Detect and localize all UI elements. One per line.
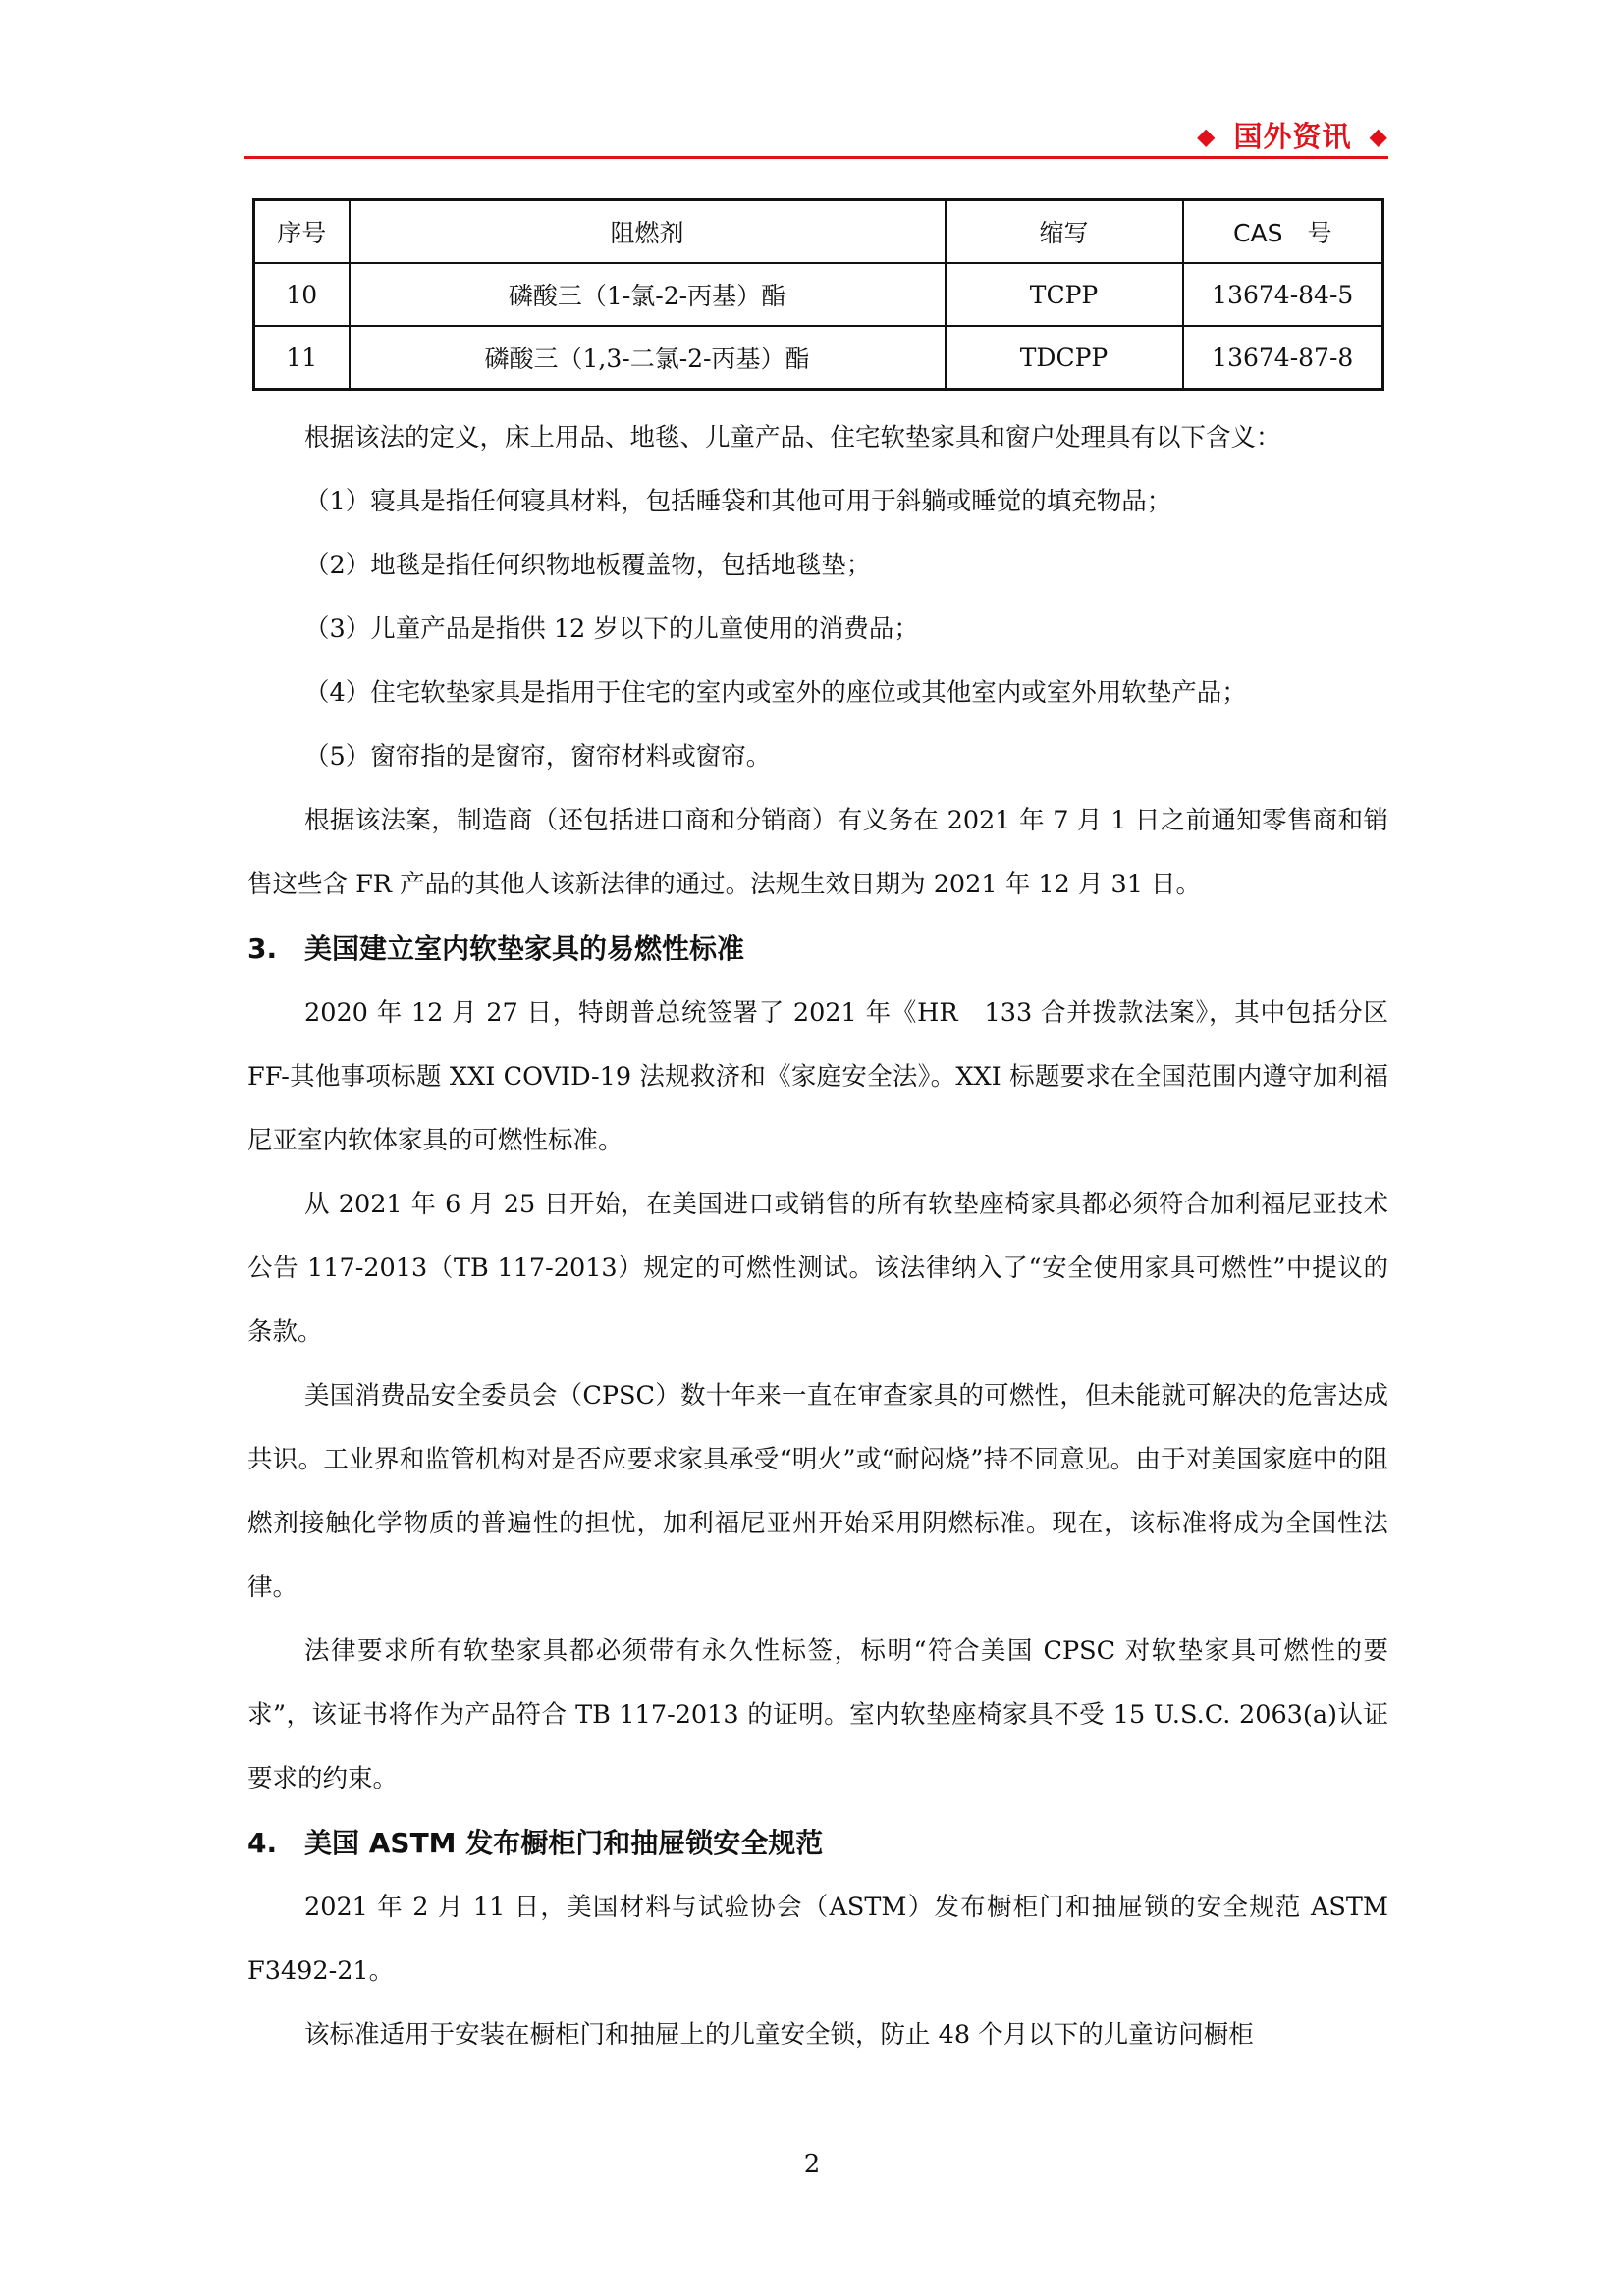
column-header: CAS 号 bbox=[1183, 200, 1383, 264]
column-header: 序号 bbox=[254, 200, 350, 264]
definition-item: （2）地毯是指任何织物地板覆盖物，包括地毯垫； bbox=[304, 551, 872, 580]
table-header-row bbox=[254, 200, 1383, 264]
page-header bbox=[244, 113, 1388, 158]
paragraph: 2020 年 12 月 27 日，特朗普总统签署了 2021 年《HR 133 合并拨款法案》，其中包括分区 FF-其他事项标题 XXI COVID-19 法规救济和《家庭安全法》。XXI 标题要求在全国范围内遵守加利福尼亚室内软体家具的可燃性标准。 bbox=[247, 998, 1388, 1155]
table-cell: TCPP bbox=[946, 263, 1183, 326]
definition-item: （3）儿童产品是指供 12 岁以下的儿童使用的消费品； bbox=[304, 614, 919, 644]
definition-item: （4）住宅软垫家具是指用于住宅的室内或室外的座位或其他室内或室外用软垫产品； bbox=[304, 678, 1247, 708]
section-label-text: 国外资讯 bbox=[1233, 120, 1352, 153]
section-number: 4. bbox=[247, 1827, 278, 1859]
table-cell: 磷酸三（1-氯-2-丙基）酯 bbox=[350, 263, 946, 326]
section-heading bbox=[247, 917, 1388, 982]
diamond-icon: ◆ bbox=[1197, 123, 1217, 150]
paragraph: 法律要求所有软垫家具都必须带有永久性标签，标明“符合美国 CPSC 对软垫家具可燃性的要求”，该证书将作为产品符合 TB 117-2013 的证明。室内软垫座椅家具不受 15 U.S.C. 2063(a)认证要求的约束。 bbox=[247, 1636, 1388, 1793]
paragraph: 根据该法的定义，床上用品、地毯、儿童产品、住宅软垫家具和窗户处理具有以下含义： bbox=[304, 423, 1281, 453]
column-header: 缩写 bbox=[946, 200, 1183, 264]
section-title: 美国 ASTM 发布橱柜门和抽屉锁安全规范 bbox=[304, 1827, 824, 1859]
paragraph: 从 2021 年 6 月 25 日开始，在美国进口或销售的所有软垫座椅家具都必须符合加利福尼亚技术公告 117-2013（TB 117-2013）规定的可燃性测试。该法律纳入了“安全使用家具可燃性”中提议的条款。 bbox=[247, 1190, 1388, 1347]
flame-retardant-table bbox=[252, 198, 1384, 391]
definition-item: （1）寝具是指任何寝具材料，包括睡袋和其他可用于斜躺或睡觉的填充物品； bbox=[304, 487, 1172, 516]
paragraph: 2021 年 2 月 11 日，美国材料与试验协会（ASTM）发布橱柜门和抽屉锁的安全规范 ASTM F3492-21。 bbox=[247, 1893, 1414, 1986]
definition-item: （5）窗帘指的是窗帘，窗帘材料或窗帘。 bbox=[304, 742, 772, 772]
section-title: 美国建立室内软垫家具的易燃性标准 bbox=[304, 933, 745, 965]
table-cell: 13674-84-5 bbox=[1183, 263, 1383, 326]
column-header: 阻燃剂 bbox=[350, 200, 946, 264]
diamond-icon: ◆ bbox=[1369, 123, 1388, 150]
section-number: 3. bbox=[247, 933, 278, 965]
paragraph: 美国消费品安全委员会（CPSC）数十年来一直在审查家具的可燃性，但未能就可解决的危害达成共识。工业界和监管机构对是否应要求家具承受“明火”或“耐闷烧”持不同意见。由于对美国家庭中的阻燃剂接触化学物质的普遍性的担忧，加利福尼亚州开始采用阴燃标准。现在，该标准将成为全国性法律。 bbox=[247, 1381, 1388, 1602]
section-label bbox=[1197, 115, 1388, 155]
table-cell: 磷酸三（1,3-二氯-2-丙基）酯 bbox=[350, 326, 946, 390]
table-row bbox=[254, 263, 1383, 326]
table-cell: 11 bbox=[254, 326, 350, 390]
table-row bbox=[254, 326, 1383, 390]
table-cell: TDCPP bbox=[946, 326, 1183, 390]
table-cell: 10 bbox=[254, 263, 350, 326]
paragraph: 根据该法案，制造商（还包括进口商和分销商）有义务在 2021 年 7 月 1 日之前通知零售商和销售这些含 FR 产品的其他人该新法律的通过。法规生效日期为 2021 年 12 月 31 日。 bbox=[247, 806, 1388, 899]
paragraph: 该标准适用于安装在橱柜门和抽屉上的儿童安全锁，防止 48 个月以下的儿童访问橱柜 bbox=[304, 2020, 1254, 2050]
header-rule bbox=[244, 156, 1388, 159]
table-cell: 13674-87-8 bbox=[1183, 326, 1383, 390]
page-number: 2 bbox=[803, 2150, 821, 2179]
article-body bbox=[247, 406, 1414, 2067]
section-heading bbox=[247, 1811, 1388, 1876]
